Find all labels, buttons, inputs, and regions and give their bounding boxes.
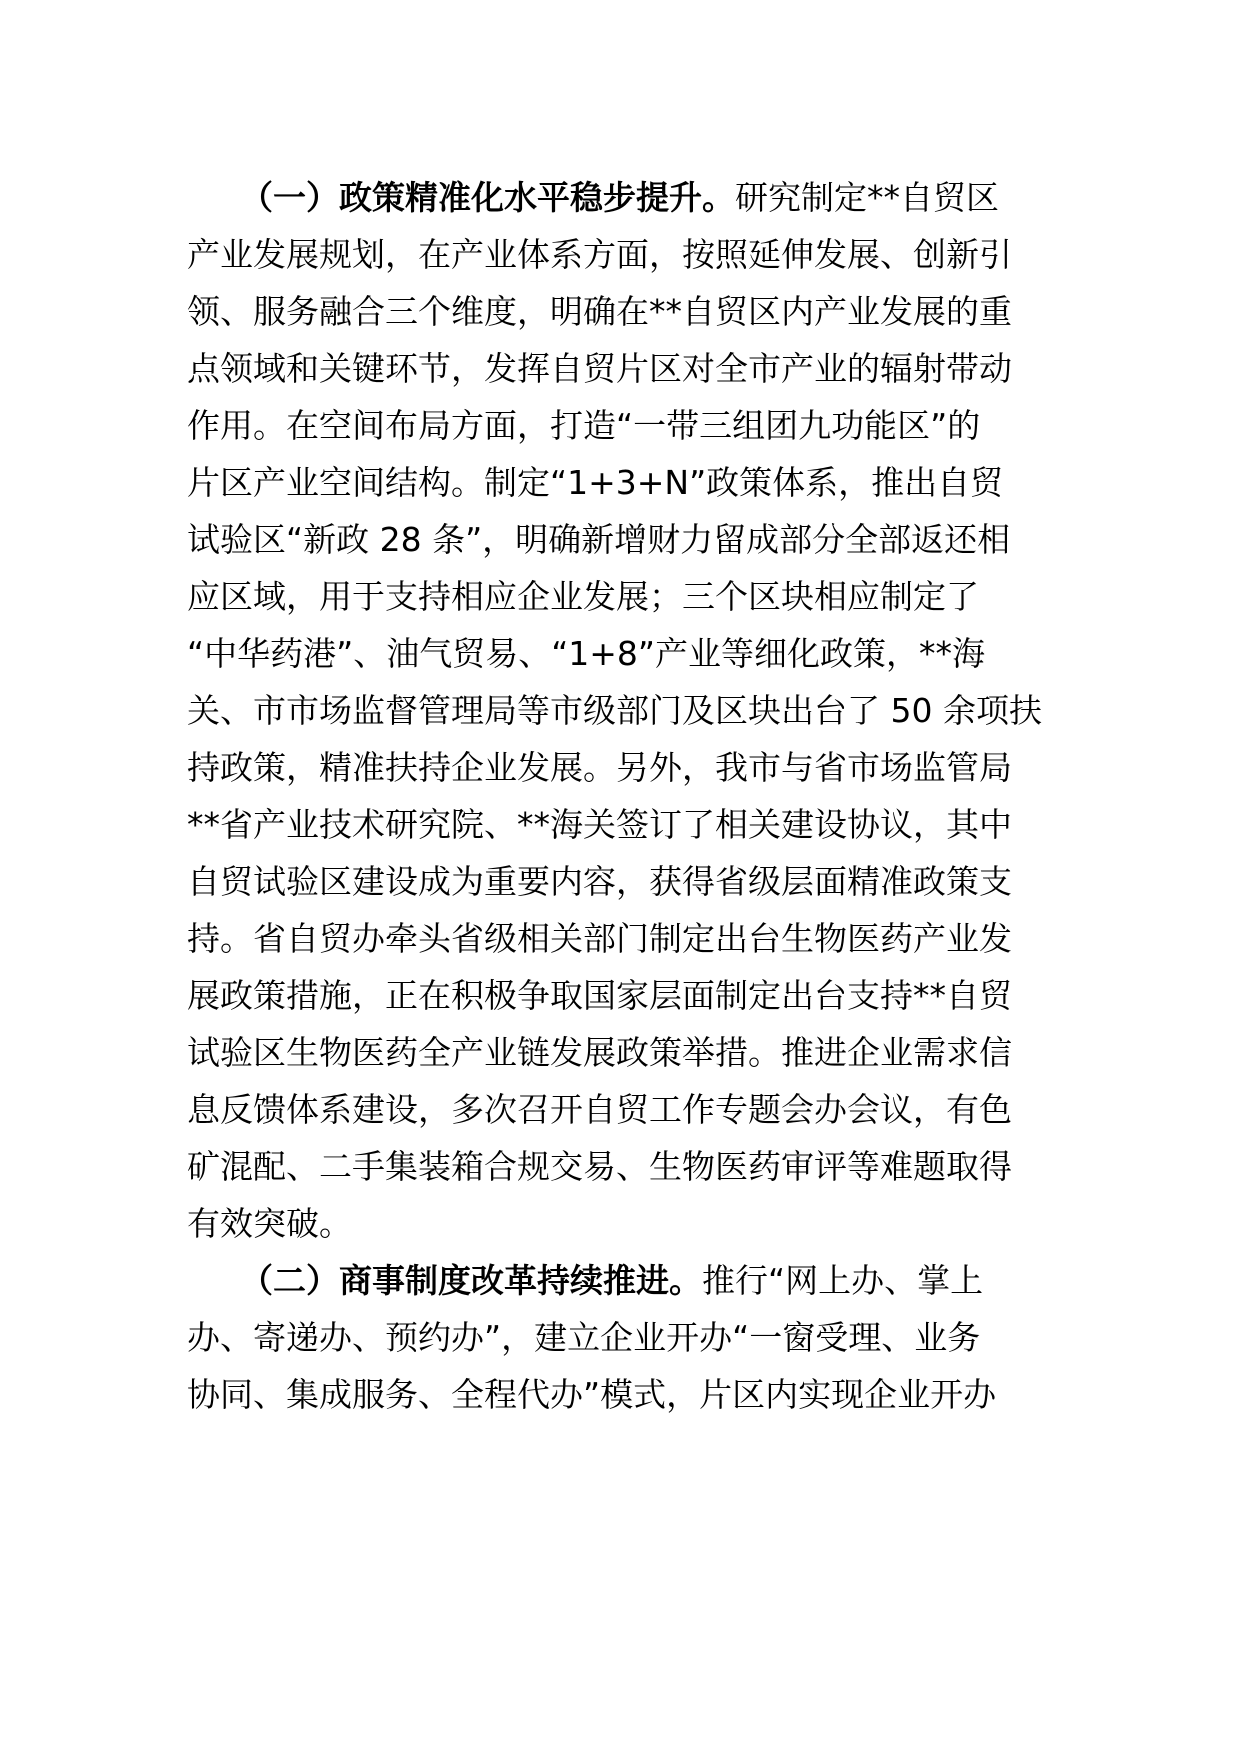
body-line: “中华药港”、油气贸易、“1+8”产业等细化政策，**海 (187, 634, 986, 673)
body-line: 持。省自贸办牵头省级相关部门制定出台生物医药产业发 (187, 919, 1012, 958)
body-line: 协同、集成服务、全程代办”模式，片区内实现企业开办 (187, 1375, 997, 1414)
section2-first-line-text: 推行“网上办、掌上 (702, 1261, 984, 1300)
body-line: 有效突破。 (187, 1204, 352, 1243)
body-line: 自贸试验区建设成为重要内容，获得省级层面精准政策支 (187, 862, 1012, 901)
body-line: 展政策措施，正在积极争取国家层面制定出台支持**自贸 (187, 976, 1012, 1015)
section1-first-line (187, 168, 1067, 228)
body-line: 矿混配、二手集装箱合规交易、生物医药审评等难题取得 (187, 1147, 1012, 1186)
body-line: 点领域和关键环节，发挥自贸片区对全市产业的辐射带动 (187, 349, 1012, 388)
body-line: 试验区生物医药全产业链发展政策举措。推进企业需求信 (187, 1033, 1012, 1072)
body-line: 办、寄递办、预约办”，建立企业开办“一窗受理、业务 (187, 1318, 981, 1357)
body-line: 应区域，用于支持相应企业发展；三个区块相应制定了 (187, 577, 979, 616)
body-line: 持政策，精准扶持企业发展。另外，我市与省市场监管局 (187, 748, 1012, 787)
body-line: 关、市市场监督管理局等市级部门及区块出台了 50 余项扶 (187, 691, 1042, 730)
body-line: 作用。在空间布局方面，打造“一带三组团九功能区”的 (187, 406, 981, 445)
section2-first-line (187, 1251, 1067, 1311)
body-line: 试验区“新政 28 条”，明确新增财力留成部分全部返还相 (187, 520, 1011, 559)
section1-first-line-text: 研究制定**自贸区 (735, 178, 999, 217)
body-line: 领、服务融合三个维度，明确在**自贸区内产业发展的重 (187, 292, 1012, 331)
body-line: 产业发展规划，在产业体系方面，按照延伸发展、创新引 (187, 235, 1012, 274)
body-line: 片区产业空间结构。制定“1+3+N”政策体系，推出自贸 (187, 463, 1004, 502)
section1-heading: （一）政策精准化水平稳步提升。 (240, 178, 735, 217)
body-line: **省产业技术研究院、**海关签订了相关建设协议，其中 (187, 805, 1012, 844)
section2-heading: （二）商事制度改革持续推进。 (240, 1261, 702, 1300)
body-line: 息反馈体系建设，多次召开自贸工作专题会办会议，有色 (187, 1090, 1012, 1129)
